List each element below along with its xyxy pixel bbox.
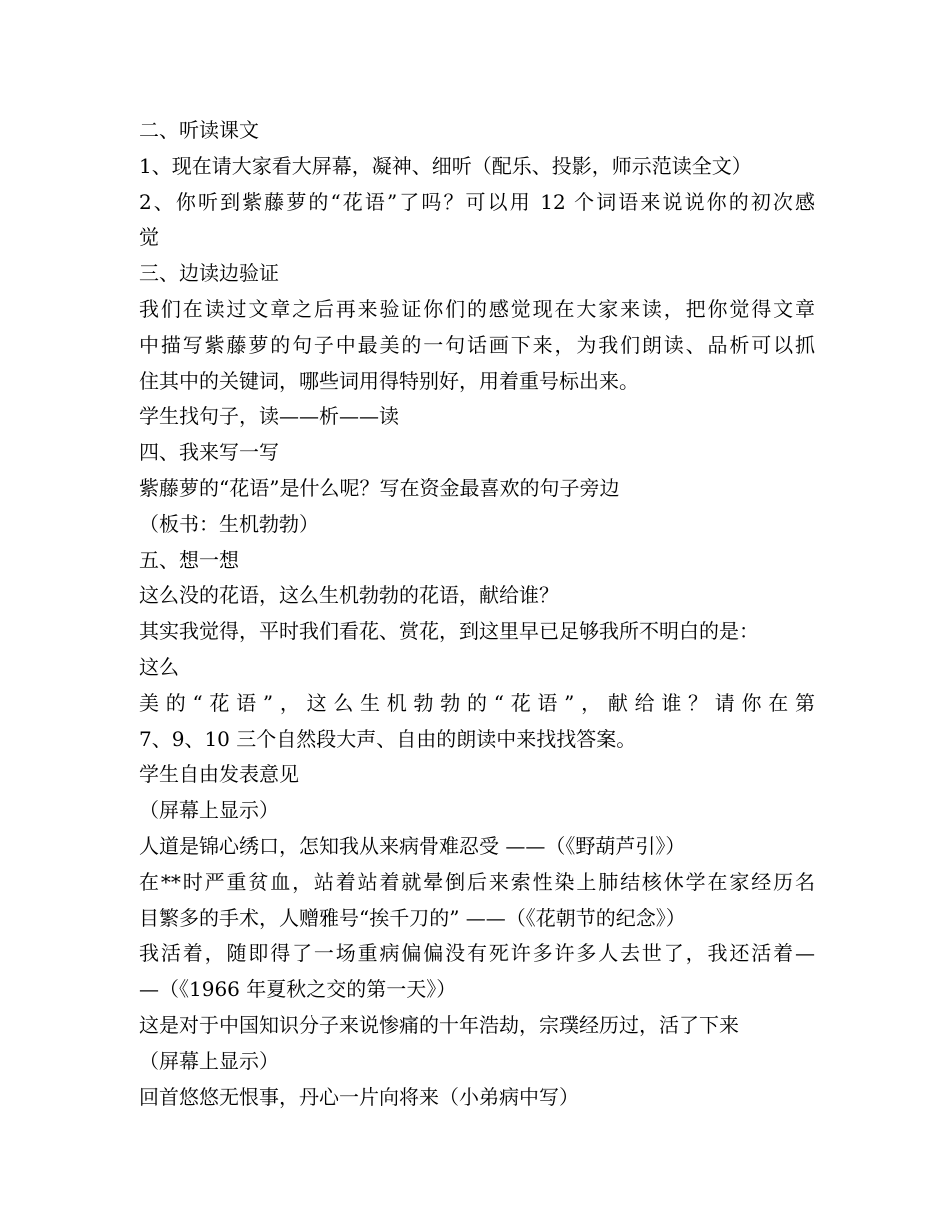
- section-heading: 四、我来写一写: [139, 440, 279, 465]
- screen-note: （屏幕上显示）: [139, 798, 279, 823]
- quote-line: 在**时严重贫血，站着站着就晕倒后来索性染上肺结核休学在家经历名: [139, 869, 815, 894]
- quote-line: —（《1966 年夏秋之交的第一天》）: [139, 977, 457, 1002]
- paragraph-line: 2、你听到紫藤萝的“花语”了吗？可以用 12 个词语来说说你的初次感: [139, 189, 815, 214]
- paragraph-line: 其实我觉得，平时我们看花、赏花，到这里早已足够我所不明白的是：: [139, 619, 759, 644]
- paragraph-line: 学生自由发表意见: [139, 762, 299, 787]
- paragraph-line: 这么: [139, 654, 179, 679]
- paragraph-line: 7、9、10 三个自然段大声、自由的朗读中来找找答案。: [139, 726, 637, 751]
- paragraph-line: 中描写紫藤萝的句子中最美的一句话画下来，为我们朗读、品析可以抓: [139, 332, 815, 357]
- blackboard-note: （板书：生机勃勃）: [139, 511, 319, 536]
- section-heading: 五、想一想: [139, 547, 239, 572]
- paragraph-line: 觉: [139, 225, 159, 250]
- paragraph-line: 紫藤萝的“花语”是什么呢？写在资金最喜欢的句子旁边: [139, 475, 620, 500]
- paragraph-line: 1、现在请大家看大屏幕，凝神、细听（配乐、投影，师示范读全文）: [139, 153, 752, 178]
- paragraph-line: 这么没的花语，这么生机勃勃的花语，献给谁？: [139, 583, 559, 608]
- screen-note: （屏幕上显示）: [139, 1048, 279, 1073]
- section-heading: 三、边读边验证: [139, 261, 279, 286]
- paragraph-line: 美的“花语”，这么生机勃勃的“花语”，献给谁？请你在第: [139, 690, 815, 715]
- paragraph-line: 回首悠悠无恨事，丹心一片向将来（小弟病中写）: [139, 1084, 579, 1109]
- paragraph-line: 我们在读过文章之后再来验证你们的感觉现在大家来读，把你觉得文章: [139, 296, 815, 321]
- section-heading: 二、听读课文: [139, 118, 259, 142]
- paragraph-line: 住其中的关键词，哪些词用得特别好，用着重号标出来。: [139, 368, 639, 393]
- quote-line: 人道是锦心绣口，怎知我从来病骨难忍受 ——（《野葫芦引》）: [139, 833, 686, 858]
- quote-line: 我活着，随即得了一场重病偏偏没有死许多许多人去世了，我还活着—: [139, 941, 815, 966]
- quote-line: 目繁多的手术，人赠雅号“挨千刀的” ——（《花朝节的纪念》）: [139, 905, 686, 930]
- paragraph-line: 学生找句子，读——析——读: [139, 404, 399, 429]
- paragraph-line: 这是对于中国知识分子来说惨痛的十年浩劫，宗璞经历过，活了下来: [139, 1012, 739, 1037]
- document-body: [139, 113, 815, 1115]
